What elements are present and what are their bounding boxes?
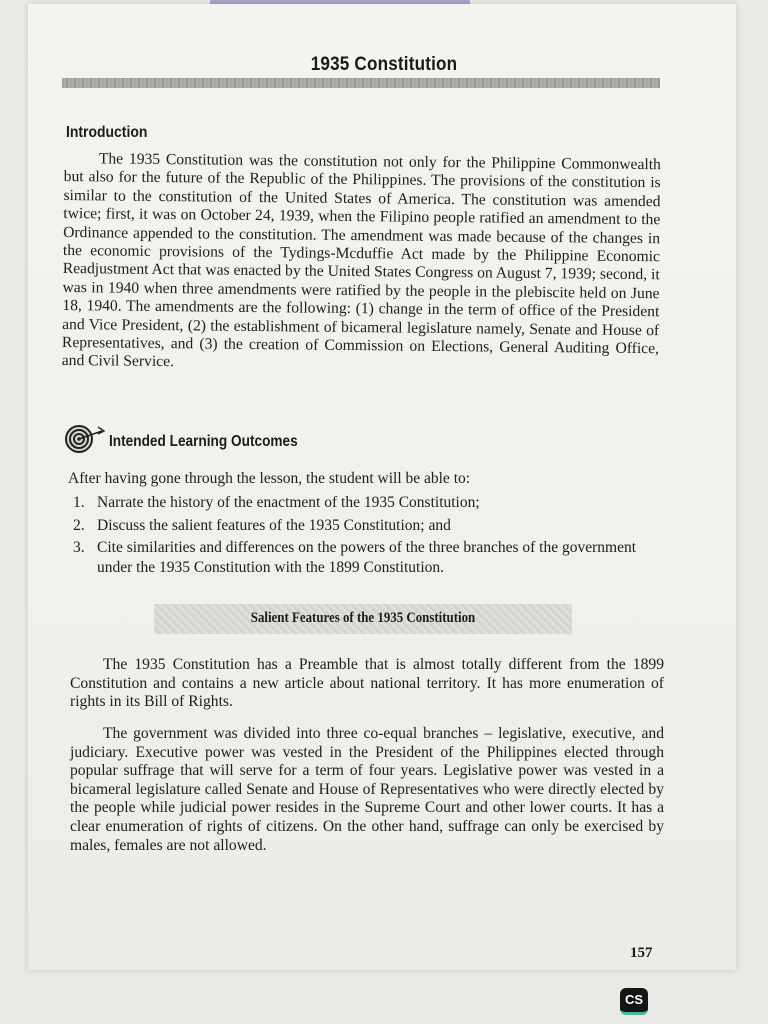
introduction-paragraph (62, 150, 661, 377)
introduction-heading: Introduction (66, 124, 148, 141)
title-underline-bar (62, 78, 660, 88)
page-number: 157 (630, 945, 653, 961)
salient-features-heading: Salient Features of the 1935 Constitution (250, 610, 476, 626)
list-item: 1. Narrate the history of the enactment of the 1935 Constitution; (73, 494, 480, 511)
page-title: 1935 Constitution (310, 54, 458, 75)
salient-paragraph-2 (70, 725, 664, 855)
target-icon (64, 424, 108, 454)
list-item-text: Discuss the salient features of the 1935 Constitution; and (97, 516, 451, 534)
outcomes-heading: Intended Learning Outcomes (109, 433, 298, 450)
scanner-logo: CS (620, 988, 648, 1015)
list-item: 3. Cite similarities and differences on the powers of the three branches of the government under the 1935 Constitution with the 1899 Constitution. (73, 539, 637, 576)
list-item-text: Cite similarities and differences on the powers of the three branches of the government under the 1935 Constitution with the 1899 Constitution. (97, 539, 637, 576)
paragraph-text: The 1935 Constitution has a Preamble that is almost totally different from the 1899 Constitution and contains a new article about national territory. It has more enumeration of rights in its Bill of Rights. (70, 656, 664, 711)
introduction-text: The 1935 Constitution was the constitution not only for the Philippine Commonwealth but also for the future of the Republic of the Philippines. The provisions of the constitution is similar to the constitution of the United States of America. The constitution was amended twice; first, it was on October 24, 1939, when the Filipino people ratified an amendment to the Ordinance appended to the constitution. The amendment was made because of the changes in the economic provisions of the Tydings-Mcduffie Act made by the Philippine Economic Readjustment Act that was enacted by the United States Congress on August 7, 1939; second, it was in 1940 when three amendments were ratified by the people in the plebiscite held on June 18, 1940. The amendments are the following: (1) change in the term of office of the President and Vice President, (2) the establishment of bicameral legislature namely, Senate and House of Representatives, and (3) the creation of Commission on Elections, General Auditing Office, and Civil Service. (61, 150, 661, 371)
outcomes-list (68, 493, 664, 580)
salient-paragraph-1 (70, 656, 664, 712)
outcomes-intro: After having gone through the lesson, the student will be able to: (68, 470, 471, 487)
list-item-text: Narrate the history of the enactment of the 1935 Constitution; (97, 494, 480, 511)
paragraph-text: The government was divided into three co-equal branches – legislative, executive, and judiciary. Executive power was vested in the President of the Philippines elected through popular suffrage that will serve for a term of four years. Legislative power was vested in a bicameral legislature called Senate and House of Representatives who were directly elected by the people while judicial power resides in the Supreme Court and other lower courts. It has a clear enumeration of rights of citizens. On the other hand, suffrage can only be exercised by males, females are not allowed. (70, 725, 664, 854)
list-item: 2. Discuss the salient features of the 1935 Constitution; and (73, 516, 451, 534)
